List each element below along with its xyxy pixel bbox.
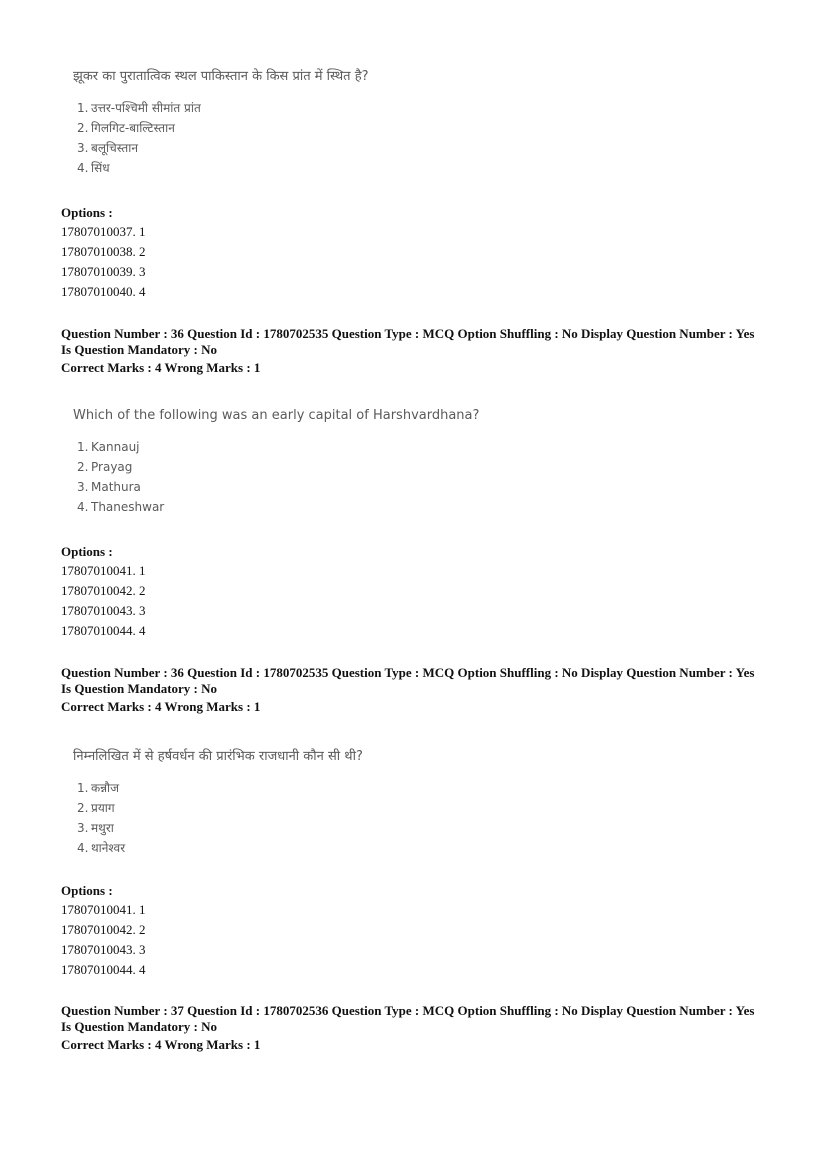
choice-item: 1. कन्नौज — [77, 781, 120, 795]
question-text: निम्नलिखित में से हर्षवर्धन की प्रारंभिक राजधानी कौन सी थी? — [73, 749, 363, 764]
option-row: 17807010039. 3 — [61, 264, 146, 279]
options-label: Options : — [61, 205, 113, 220]
choice-item: 2. प्रयाग — [77, 801, 115, 815]
option-row: 17807010042. 2 — [61, 922, 146, 937]
question-meta-line: Question Number : 36 Question Id : 1780702535 Question Type : MCQ Option Shuffling : No Display Question Number : Yes — [61, 665, 755, 680]
question-meta — [61, 1003, 781, 1053]
choice-item: 3. Mathura — [77, 480, 141, 494]
choice-item: 4. सिंध — [77, 161, 110, 175]
options-label: Options : — [61, 544, 113, 559]
question-text: Which of the following was an early capital of Harshvardhana? — [73, 408, 480, 423]
choice-item: 4. Thaneshwar — [77, 500, 165, 514]
option-row: 17807010037. 1 — [61, 224, 146, 239]
choice-item: 1. उत्तर-पश्चिमी सीमांत प्रांत — [77, 101, 201, 115]
question-meta — [61, 326, 781, 376]
question-image — [73, 408, 479, 517]
mandatory-line: Is Question Mandatory : No — [61, 342, 218, 357]
choice-list — [77, 778, 363, 858]
option-row: 17807010043. 3 — [61, 603, 146, 618]
marks-line: Correct Marks : 4 Wrong Marks : 1 — [61, 360, 261, 375]
choice-item: 2. Prayag — [77, 460, 133, 474]
option-row: 17807010042. 2 — [61, 583, 146, 598]
question-meta-line: Question Number : 36 Question Id : 1780702535 Question Type : MCQ Option Shuffling : No Display Question Number : Yes — [61, 326, 755, 341]
choice-item: 3. मथुरा — [77, 821, 114, 835]
option-row: 17807010044. 4 — [61, 962, 146, 977]
option-row: 17807010041. 1 — [61, 563, 146, 578]
marks-line: Correct Marks : 4 Wrong Marks : 1 — [61, 699, 261, 714]
option-row: 17807010038. 2 — [61, 244, 146, 259]
choice-list — [77, 98, 369, 178]
choice-item: 1. Kannauj — [77, 440, 140, 454]
options-section — [61, 203, 146, 302]
question-image — [73, 746, 363, 858]
choice-item: 2. गिलगिट-बाल्टिस्तान — [77, 121, 175, 135]
mandatory-line: Is Question Mandatory : No — [61, 681, 218, 696]
options-section — [61, 542, 146, 641]
mandatory-line: Is Question Mandatory : No — [61, 1019, 218, 1034]
question-text: झूकर का पुरातात्विक स्थल पाकिस्तान के किस प्रांत में स्थित है? — [73, 69, 369, 84]
choice-item: 4. थानेश्वर — [77, 841, 126, 855]
option-row: 17807010040. 4 — [61, 284, 146, 299]
question-image — [73, 66, 369, 178]
question-meta — [61, 665, 781, 715]
option-row: 17807010041. 1 — [61, 902, 146, 917]
choice-item: 3. बलूचिस्तान — [77, 141, 138, 155]
options-section — [61, 881, 146, 980]
option-row: 17807010043. 3 — [61, 942, 146, 957]
question-meta-line: Question Number : 37 Question Id : 1780702536 Question Type : MCQ Option Shuffling : No Display Question Number : Yes — [61, 1003, 755, 1018]
option-row: 17807010044. 4 — [61, 623, 146, 638]
options-label: Options : — [61, 883, 113, 898]
marks-line: Correct Marks : 4 Wrong Marks : 1 — [61, 1037, 261, 1052]
choice-list — [77, 437, 479, 517]
